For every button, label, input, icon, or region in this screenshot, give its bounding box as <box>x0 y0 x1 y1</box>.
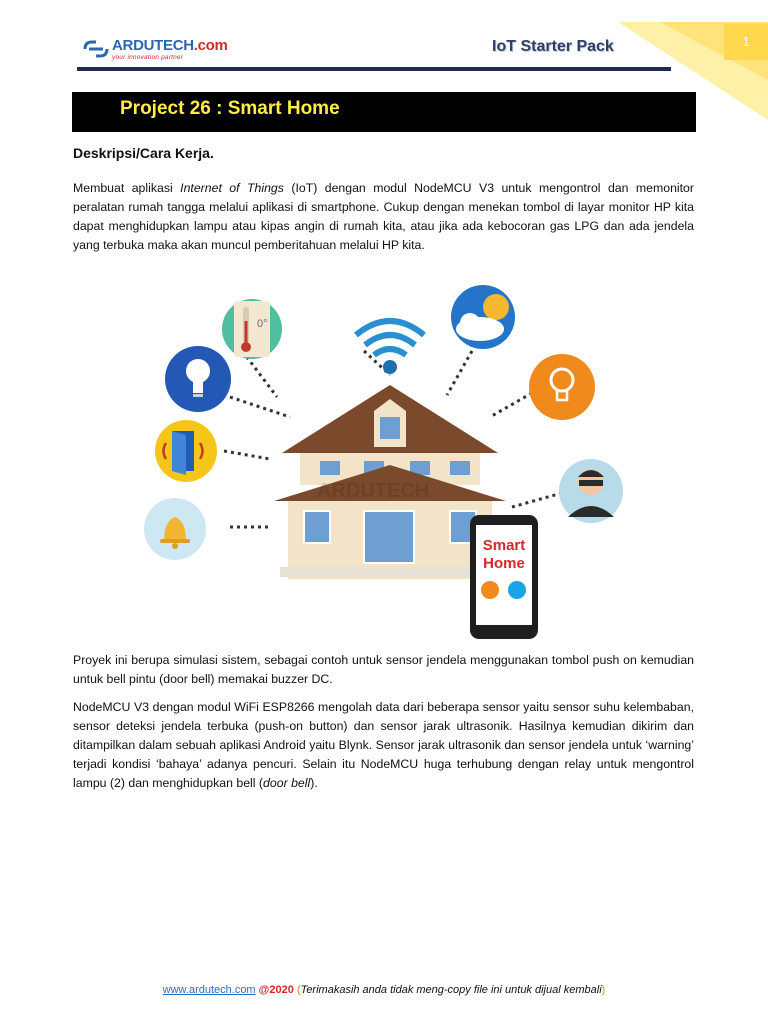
weather-icon <box>451 285 515 349</box>
footer-year: @2020 <box>258 984 294 996</box>
brand-name: ARDUTECH.com <box>112 37 228 54</box>
thermometer-icon <box>222 299 282 359</box>
thermo-label: 0° <box>257 318 268 330</box>
phone-button-blue <box>508 581 526 599</box>
footer-link[interactable]: www.ardutech.com <box>162 984 256 996</box>
phone-button-orange <box>481 581 499 599</box>
paragraph-simulation: Proyek ini berupa simulasi sistem, sebagai contoh untuk sensor jendela menggunakan tombol push on kemudian untuk bell pintu (door bell) memakai buzzer DC. <box>73 653 694 686</box>
bell-icon <box>144 498 206 560</box>
section-heading: Deskripsi/Cara Kerja. <box>73 145 214 161</box>
footer: www.ardutech.com @2020 (Terimakasih anda tidak meng-copy file ini untuk dijual kembali) <box>162 984 606 996</box>
paragraph-nodemcu: NodeMCU V3 dengan modul WiFi ESP8266 mengolah data dari beberapa sensor yaitu sensor suhu kelembaban, sensor deteksi jendela terbuka (push-on button) dan sensor jarak ultrasonik. Hasilnya kemudian dikirim dan ditampilkan dalam sebuah aplikasi Android yaitu Blynk. Sensor jarak ultrasonik dan sensor jendela untuk ‘warning’ terjadi kondisi ‘bahaya’ adanya pencuri. Selain itu NodeMCU huga terhubung dengan relay untuk mengontrol lampu (2) dan menghidupkan bell (door bell). <box>73 700 694 790</box>
lightbulb-blue-icon <box>165 346 231 412</box>
page-number: 1 <box>724 24 768 60</box>
paragraph-intro: Membuat aplikasi Internet of Things (IoT) dengan modul NodeMCU V3 untuk mengontrol dan memonitor peralatan rumah tangga melalui aplikasi di smartphone. Cukup dengan menekan tombol di layar monitor HP kita dapat menghidupkan lampu atau kipas angin di rumah kita, atau jika ada kebocoran gas LPG dan ada jendela yang terbuka maka akan muncul pemberitahuan melalui HP kita. <box>73 181 694 252</box>
thief-icon <box>559 459 623 523</box>
door-icon <box>155 420 217 482</box>
brand-tagline: your innovation partner <box>112 54 184 61</box>
header-rule <box>77 67 671 71</box>
lightbulb-orange-icon <box>529 354 595 420</box>
smart-home-illustration <box>142 285 626 642</box>
footer-note: Terimakasih anda tidak meng-copy file ini untuk dijual kembali <box>300 984 602 996</box>
project-title-bar <box>72 92 696 132</box>
phone-line-2: Home <box>483 555 525 572</box>
logo-icon <box>82 39 110 59</box>
smartphone-icon <box>470 515 538 639</box>
project-title: Project 26 : Smart Home <box>120 98 340 119</box>
phone-line-1: Smart <box>482 537 526 554</box>
header-title: IoT Starter Pack <box>492 38 614 55</box>
watermark: ARDUTECH <box>317 480 430 502</box>
brand-logo <box>82 38 232 64</box>
